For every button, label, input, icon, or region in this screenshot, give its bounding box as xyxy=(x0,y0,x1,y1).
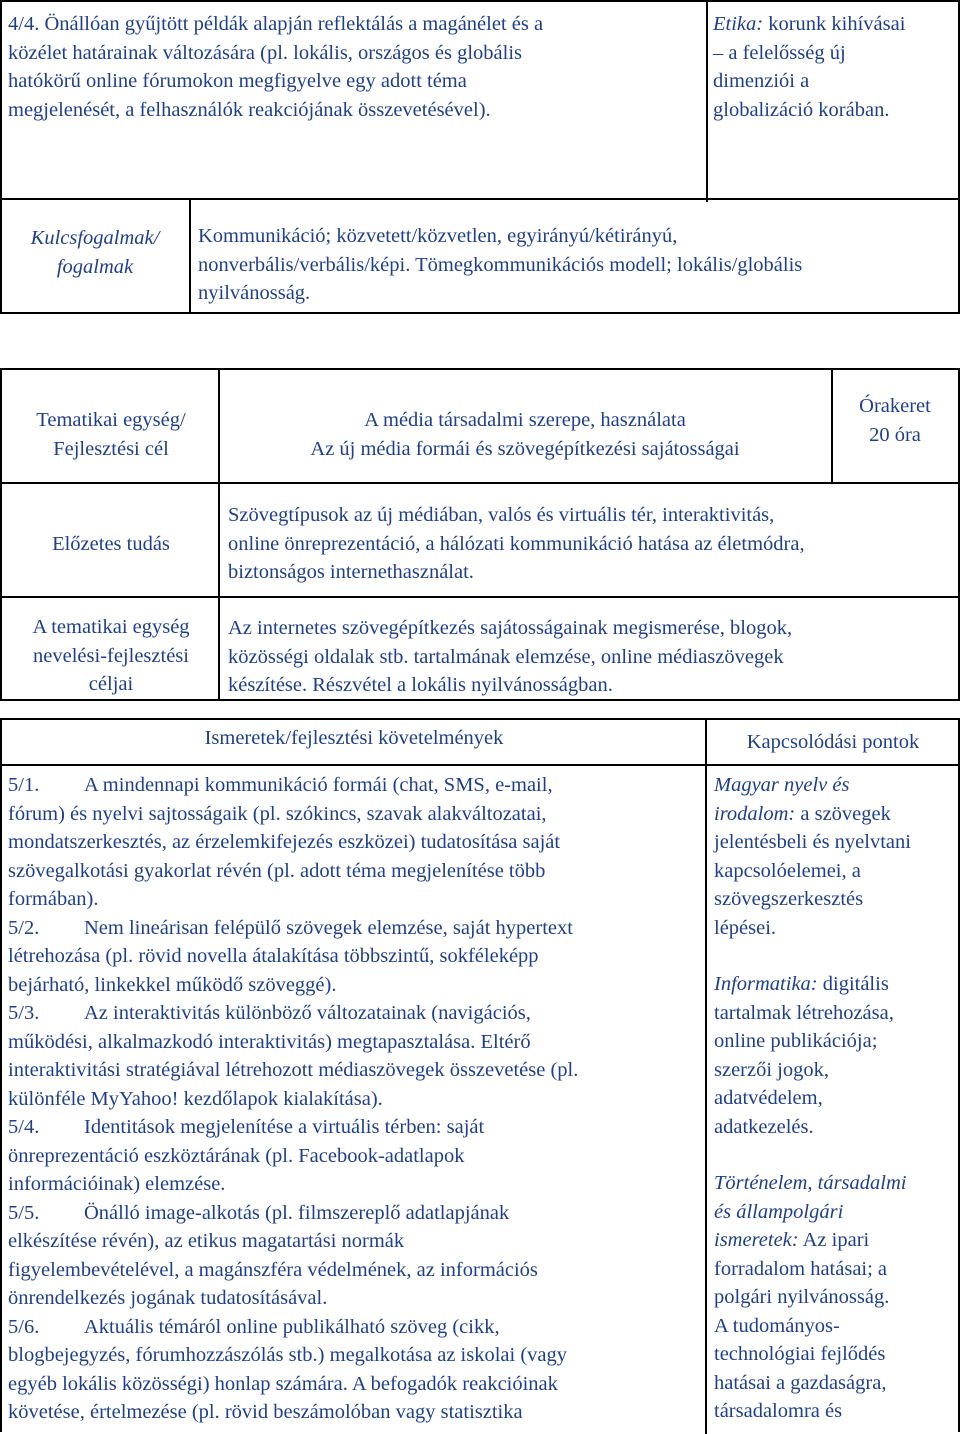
requirements-header: Ismeretek/fejlesztési követelmények xyxy=(204,727,504,749)
label-line: A tematikai egység xyxy=(32,616,190,638)
key-concepts-table xyxy=(0,198,960,314)
requirement-number: 5/4. xyxy=(8,1116,40,1138)
text-line: lépései. xyxy=(714,916,777,939)
subject-label: Történelem, társadalmi xyxy=(714,1172,907,1194)
key-concepts-label xyxy=(8,224,182,281)
requirement-number: 5/6. xyxy=(8,1315,40,1338)
prior-knowledge-text xyxy=(228,501,948,587)
requirement-text-line: különféle MyYahoo! kezdőlapok kialakítása). xyxy=(8,1087,383,1110)
goals-label xyxy=(6,613,216,699)
label-line: Kulcsfogalmak/ xyxy=(30,227,160,249)
text-line: közösségi oldalak stb. tartalmának elemzése, online médiaszövegek xyxy=(228,645,784,668)
requirement-item-first-line xyxy=(8,1113,698,1142)
row-divider xyxy=(2,596,958,598)
requirement-text-line: önreprezentáció eszköztárának (pl. Facebook-adatlapok xyxy=(8,1144,465,1167)
goals-text xyxy=(228,614,948,700)
text-line: társadalomra és xyxy=(714,1400,843,1422)
text-line: szövegszerkesztés xyxy=(714,888,864,910)
requirement-text: Az interaktivitás különböző változatainak (navigációs, xyxy=(84,1002,531,1024)
column-divider xyxy=(218,370,220,699)
text-line: globalizáció korában. xyxy=(713,98,890,121)
text-line: megjelenését, a felhasználók reakciójának összevetésével). xyxy=(8,98,491,121)
hours-label: Órakeret xyxy=(859,395,931,417)
text-line: Szövegtípusok az új médiában, valós és virtuális tér, interaktivitás, xyxy=(228,504,775,526)
column-divider xyxy=(706,2,708,202)
prior-knowledge-label xyxy=(6,530,216,559)
text-line: adatkezelés. xyxy=(714,1115,814,1138)
hours-cell xyxy=(834,392,956,449)
text-line: Az ipari xyxy=(798,1229,870,1251)
label-line: nevelési-fejlesztési xyxy=(33,644,189,667)
top-left-cell xyxy=(8,10,698,124)
text-line: nonverbális/verbális/képi. Tömegkommunikációs modell; lokális/globális xyxy=(198,253,803,276)
requirement-text-line: formában). xyxy=(8,888,99,910)
label-line: Előzetes tudás xyxy=(52,533,170,555)
subject-label: Magyar nyelv és xyxy=(714,774,850,796)
text-line: – a felelősség új xyxy=(713,41,846,64)
requirement-text-line: egyéb lokális közösségi) honlap számára. A befogadók reakcióinak xyxy=(8,1372,558,1395)
requirement-item-first-line xyxy=(8,1313,698,1342)
requirement-text: Identitások megjelenítése a virtuális térben: saját xyxy=(84,1116,485,1138)
label-line: Fejlesztési cél xyxy=(53,437,169,460)
requirement-text: A mindennapi kommunikáció formái (chat, SMS, e-mail, xyxy=(84,774,553,796)
thematic-unit-table xyxy=(0,368,960,701)
text-line: hatókörű online fórumokon megfigyelve egy adott téma xyxy=(8,70,467,92)
text-line: közélet határainak változására (pl. lokális, országos és globális xyxy=(8,41,523,64)
requirement-text-line: bejárható, linkekkel működő szöveggé). xyxy=(8,973,337,996)
subject-label: irodalom: xyxy=(714,802,796,825)
label-line: céljai xyxy=(88,673,134,695)
connections-list xyxy=(714,771,956,1426)
requirement-number: 5/5. xyxy=(8,1201,40,1224)
subject-label: és állampolgári xyxy=(714,1200,844,1223)
column-divider xyxy=(831,370,833,482)
requirement-text-line: mondatszerkesztés, az érzelemkifejezés eszközei) tudatosítása saját xyxy=(8,831,561,853)
label-line: Tematikai egység/ xyxy=(36,409,186,431)
requirement-item-first-line xyxy=(8,914,698,943)
subject-label: Etika: xyxy=(713,13,764,35)
requirement-text-line: működési, alkalmazkodó interaktivitás) megtapasztalása. Eltérő xyxy=(8,1030,531,1053)
requirement-text-line: létrehozása (pl. rövid novella átalakítása többszintű, sokféleképp xyxy=(8,945,539,967)
text-line: polgári nyilvánosság. xyxy=(714,1286,890,1308)
requirement-text-line: követése, értelmezése (pl. rövid beszámolóban vagy statisztika xyxy=(8,1401,523,1423)
requirement-item-first-line xyxy=(8,1199,698,1228)
row-divider xyxy=(2,764,958,766)
text-line: forradalom hatásai; a xyxy=(714,1257,888,1280)
requirement-number: 5/3. xyxy=(8,1002,40,1024)
text-line: 4/4. Önállóan gyűjtött példák alapján reflektálás a magánélet és a xyxy=(8,13,544,35)
requirement-number: 5/2. xyxy=(8,916,40,939)
requirements-table xyxy=(0,718,960,1432)
text-line: szerzői jogok, xyxy=(714,1058,829,1081)
requirement-text: Nem lineárisan felépülő szövegek elemzése, saját hypertext xyxy=(84,916,573,939)
text-line: A tudományos- xyxy=(714,1314,840,1337)
text-line: Kommunikáció; közvetett/közvetlen, egyirányú/kétirányú, xyxy=(198,225,678,247)
title-line: Az új média formái és szövegépítkezési sajátosságai xyxy=(310,437,740,460)
column-divider xyxy=(705,720,707,1434)
spacer xyxy=(714,1141,956,1169)
text-line: korunk kihívásai xyxy=(763,13,906,35)
requirement-text-line: információinak) elemzése. xyxy=(8,1173,226,1195)
text-line: biztonságos internethasználat. xyxy=(228,561,474,583)
requirements-list xyxy=(8,771,698,1427)
spacer xyxy=(714,942,956,970)
thematic-unit-title xyxy=(222,406,828,463)
text-line: a szövegek xyxy=(795,802,891,825)
requirement-text: Önálló image-alkotás (pl. filmszereplő adatlapjának xyxy=(84,1201,510,1224)
requirement-item-first-line xyxy=(8,999,698,1028)
text-line: technológiai fejlődés xyxy=(714,1343,886,1365)
text-line: Az internetes szövegépítkezés sajátosságainak megismerése, blogok, xyxy=(228,617,793,639)
text-line: online publikációja; xyxy=(714,1030,878,1052)
text-line: jelentésbeli és nyelvtani xyxy=(714,831,911,853)
hours-value: 20 óra xyxy=(869,423,921,446)
requirement-text-line: önrendelkezés jogának tudatosításával. xyxy=(8,1287,328,1309)
text-line: online önreprezentáció, a hálózati kommunikáció hatása az életmódra, xyxy=(228,532,805,555)
connections-header: Kapcsolódási pontok xyxy=(746,731,920,753)
top-table xyxy=(0,0,960,200)
requirement-number: 5/1. xyxy=(8,774,40,796)
requirement-item-first-line xyxy=(8,771,698,800)
label-line: fogalmak xyxy=(56,255,134,278)
text-line: tartalmak létrehozása, xyxy=(714,1001,894,1024)
requirement-text-line: blogbejegyzés, fórumhozzászólás stb.) megalkotása az iskolai (vagy xyxy=(8,1344,568,1366)
text-line: adatvédelem, xyxy=(714,1087,823,1109)
subject-label: ismeretek: xyxy=(714,1229,799,1251)
subject-label: Informatika: xyxy=(714,973,818,995)
title-line: A média társadalmi szerepe, használata xyxy=(364,409,686,431)
text-line: kapcsolóelemei, a xyxy=(714,859,861,882)
requirement-text-line: fórum) és nyelvi sajtosságaik (pl. szókincs, szavak alakváltozatai, xyxy=(8,802,547,825)
requirement-text-line: elkészítése révén), az etikus magatartási normák xyxy=(8,1230,405,1252)
key-concepts-text xyxy=(198,222,948,308)
text-line: készítése. Részvétel a lokális nyilvánosságban. xyxy=(228,674,613,696)
thematic-unit-label xyxy=(6,406,216,463)
column-divider xyxy=(189,200,191,312)
row-divider xyxy=(2,482,958,484)
requirement-text-line: figyelembevételével, a magánszféra védelmének, az információs xyxy=(8,1258,538,1281)
text-line: dimenziói a xyxy=(713,70,810,92)
requirement-text-line: interaktivitási stratégiával létrehozott médiaszövegek összevetése (pl. xyxy=(8,1059,579,1081)
text-line: nyilvánosság. xyxy=(198,282,311,304)
requirement-text: Aktuális témáról online publikálható szöveg (cikk, xyxy=(84,1315,500,1338)
requirement-text-line: szövegalkotási gyakorlat révén (pl. adott téma megjelenítése több xyxy=(8,859,546,882)
text-line: hatásai a gazdaságra, xyxy=(714,1371,887,1394)
top-right-cell xyxy=(713,10,953,124)
text-line: digitális xyxy=(817,973,889,995)
